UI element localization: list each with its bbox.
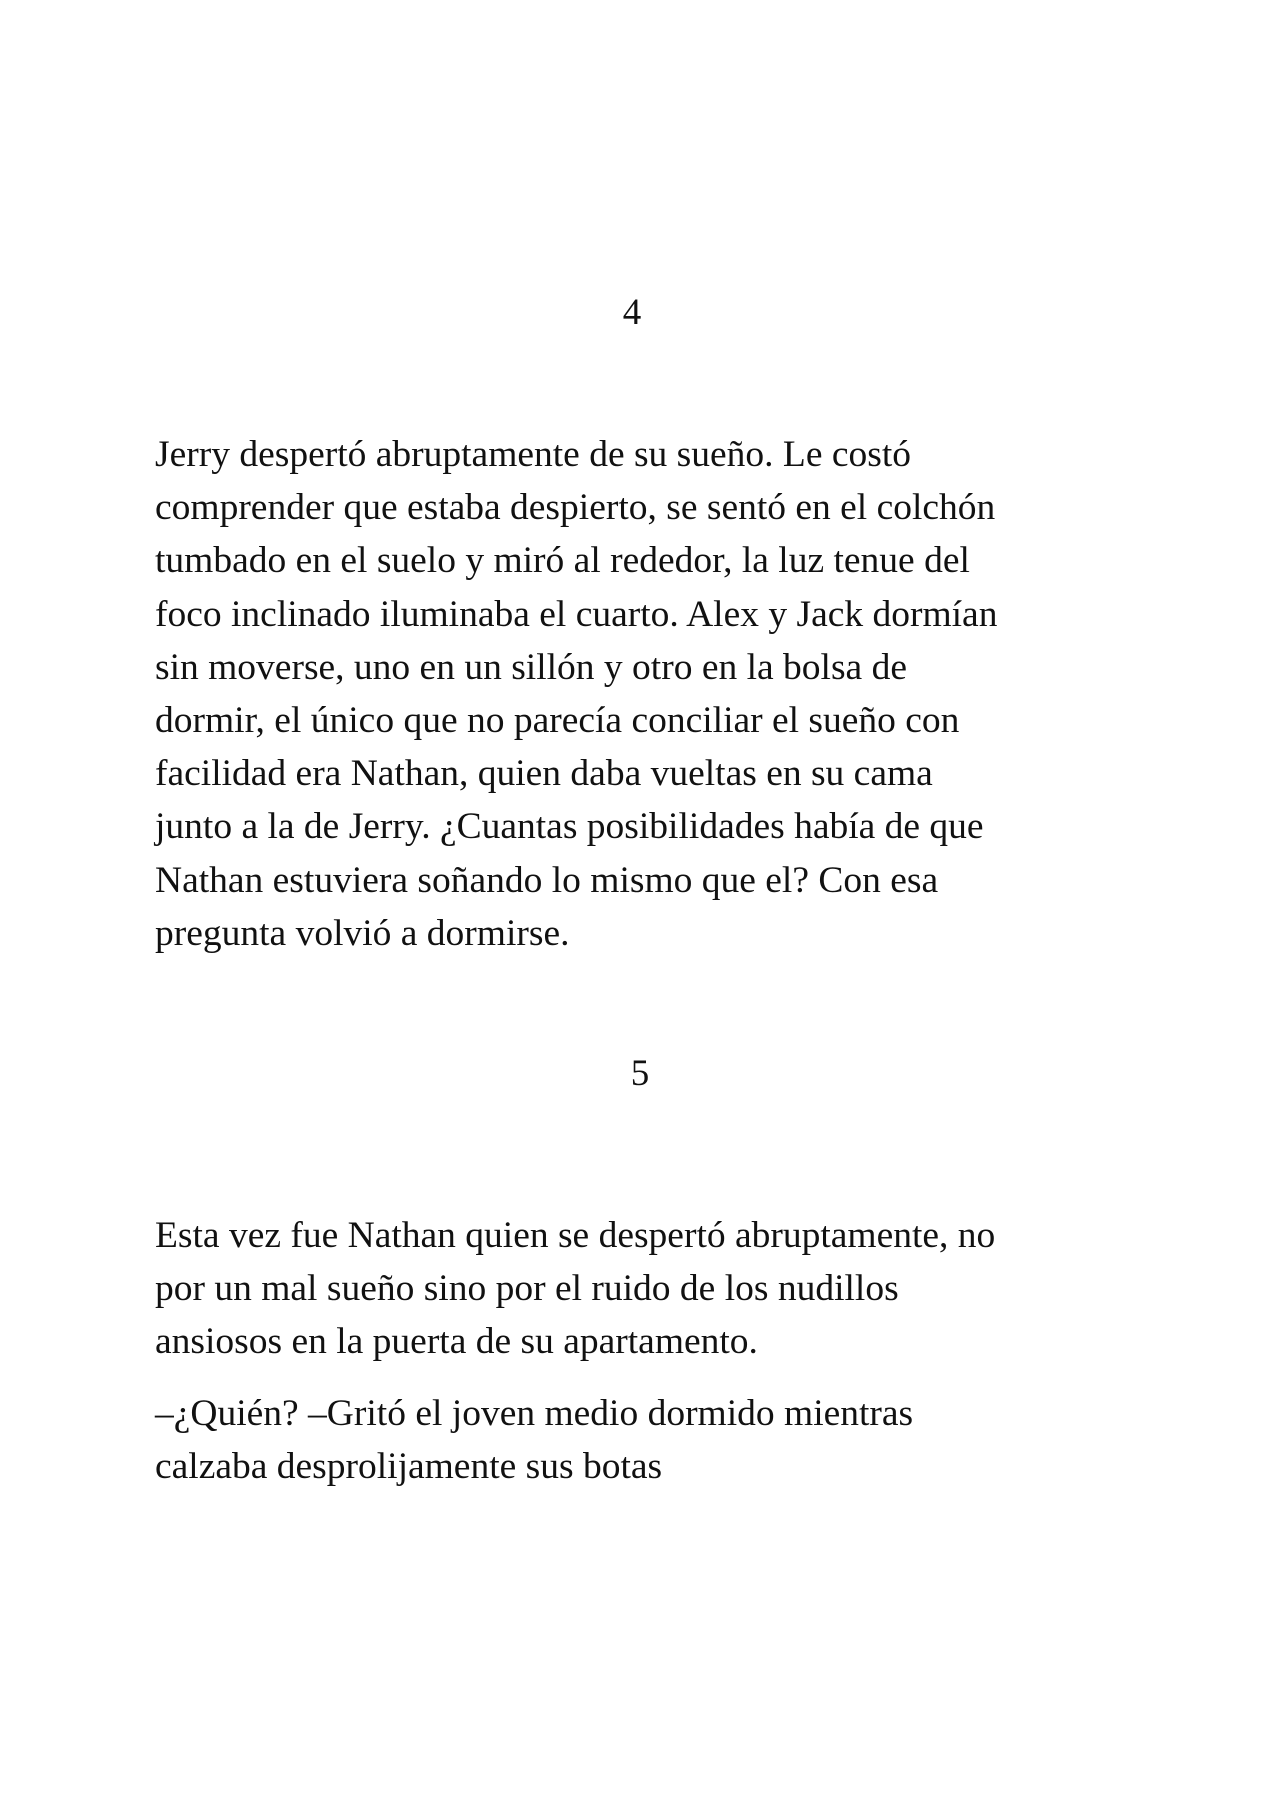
text-line: ansiosos en la puerta de su apartamento. [155, 1321, 758, 1363]
text-line: Nathan estuviera soñando lo mismo que el? Con esa [155, 859, 939, 901]
text-line: junto a la de Jerry. ¿Cuantas posibilidades había de que [155, 806, 984, 848]
dialogue-paragraph [155, 1387, 1135, 1493]
text-line: Jerry despertó abruptamente de su sueño. Le costó [155, 434, 912, 475]
chapter-number: 5 [630, 1053, 650, 1094]
chapter-paragraph [155, 1209, 1135, 1369]
text-line: Esta vez fue Nathan quien se despertó abruptamente, no [155, 1215, 996, 1256]
text-line: comprender que estaba despierto, se sentó en el colchón [155, 487, 996, 529]
text-line: dormir, el único que no parecía conciliar el sueño con [155, 700, 960, 742]
text-line: sin moverse, uno en un sillón y otro en la bolsa de [155, 646, 907, 688]
text-line: foco inclinado iluminaba el cuarto. Alex y Jack dormían [155, 593, 998, 635]
text-line: pregunta volvió a dormirse. [155, 912, 570, 954]
text-line: por un mal sueño sino por el ruido de los nudillos [155, 1268, 899, 1310]
text-line: –¿Quién? –Gritó el joven medio dormido mientras [155, 1393, 914, 1434]
chapter-paragraph [155, 428, 1135, 960]
chapter-number: 4 [622, 292, 642, 333]
text-line: calzaba desprolijamente sus botas [155, 1446, 663, 1488]
text-line: tumbado en el suelo y miró al rededor, la luz tenue del [155, 540, 970, 582]
text-line: facilidad era Nathan, quien daba vueltas en su cama [155, 753, 933, 795]
